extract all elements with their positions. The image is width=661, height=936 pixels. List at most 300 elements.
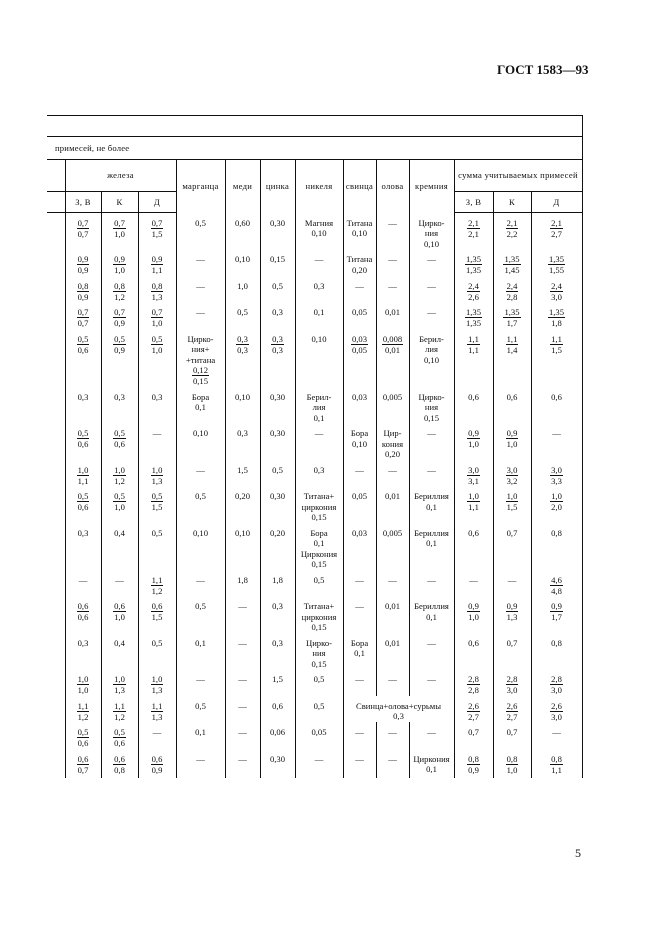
fraction-value: $\frac{0,5}{1,0}$ — [151, 333, 163, 355]
silicon-cell: — — [409, 460, 454, 487]
row-blank-cell — [47, 633, 65, 670]
fraction-value: $\frac{0,9}{1,1}$ — [151, 254, 163, 275]
tin-cell: — — [376, 460, 409, 487]
fraction-value: $\frac{0,9}{1,0}$ — [468, 601, 479, 622]
fraction-value: $\frac{0,8}{1,0}$ — [506, 753, 518, 775]
iron-zv-cell — [65, 749, 101, 779]
page-number: 5 — [575, 846, 581, 860]
fraction-value: $\frac{0,8}{1,3}$ — [151, 280, 163, 302]
iron-k-cell — [101, 249, 138, 276]
fraction-value: $\frac{0,5}{0,6}$ — [77, 727, 89, 748]
manganese-header: марганца — [176, 160, 225, 213]
lead-cell: — — [343, 276, 376, 303]
zinc-header: цинка — [260, 160, 295, 213]
table-row — [47, 249, 582, 276]
iron-zv-cell — [65, 722, 101, 749]
zinc-cell: 0,3 — [260, 633, 295, 670]
zinc-cell: 0,6 — [260, 696, 295, 723]
subheader-sum-d: Д — [531, 192, 582, 213]
lead-cell: Бора 0,10 — [343, 423, 376, 460]
iron-d-cell — [138, 276, 176, 303]
row-blank-cell — [47, 276, 65, 303]
sum-k-cell — [493, 696, 531, 723]
copper-cell: — — [225, 596, 260, 633]
fraction-value: $\frac{0,6}{1,0}$ — [114, 601, 125, 622]
iron-k-cell: — — [101, 570, 138, 597]
lead-cell: — — [343, 460, 376, 487]
table-row — [47, 696, 582, 723]
subheader-fe-k: К — [101, 192, 138, 213]
sum-k-cell — [493, 329, 531, 387]
lead-cell: — — [343, 596, 376, 633]
zinc-cell: 0,30 — [260, 213, 295, 250]
silicon-cell: — — [409, 302, 454, 329]
subheader-fe-zv: З, В — [65, 192, 101, 213]
iron-d-cell — [138, 213, 176, 250]
zinc-cell: 0,30 — [260, 486, 295, 523]
zinc-cell: 0,30 — [260, 749, 295, 779]
iron-d-cell — [138, 749, 176, 779]
iron-k-cell: 0,4 — [101, 523, 138, 570]
lead-cell: — — [343, 669, 376, 696]
copper-header: меди — [225, 160, 260, 213]
subheader-sum-k: К — [493, 192, 531, 213]
fraction-value: $\frac{0,9}{1,0}$ — [468, 428, 479, 449]
row-blank-cell — [47, 460, 65, 487]
sum-d-cell: 0,6 — [531, 387, 582, 424]
iron-k-cell — [101, 749, 138, 779]
fraction-value: $\frac{0,3}{0,3}$ — [272, 333, 283, 355]
nickel-cell: Цирко- ния 0,15 — [295, 633, 343, 670]
sum-zv-cell — [454, 423, 493, 460]
zinc-cell: 1,8 — [260, 570, 295, 597]
table-row — [47, 387, 582, 424]
table-row — [47, 570, 582, 597]
silicon-cell: Бериллия 0,1 — [409, 596, 454, 633]
iron-k-cell — [101, 213, 138, 250]
lead-header: свинца — [343, 160, 376, 213]
fraction-value: $\frac{0,9}{0,9}$ — [77, 254, 89, 275]
iron-zv-cell — [65, 696, 101, 723]
row-blank-cell — [47, 570, 65, 597]
manganese-cell: 0,10 — [176, 523, 225, 570]
nickel-cell: 0,3 — [295, 460, 343, 487]
fraction-value: $\frac{1,35}{1,45}$ — [504, 254, 520, 275]
sum-zv-cell — [454, 669, 493, 696]
sum-zv-cell — [454, 329, 493, 387]
sum-d-cell: — — [531, 722, 582, 749]
iron-d-cell — [138, 570, 176, 597]
fraction-value: $\frac{2,4}{3,0}$ — [551, 280, 562, 302]
sum-k-cell — [493, 749, 531, 779]
sum-k-cell — [493, 669, 531, 696]
silicon-cell: — — [409, 423, 454, 460]
fraction-value: $\frac{0,3}{0,3}$ — [237, 333, 248, 355]
fraction-value: $\frac{0,6}{0,8}$ — [114, 753, 125, 775]
silicon-header: кремния — [409, 160, 454, 213]
fraction-value: $\frac{1,1}{1,2}$ — [114, 700, 125, 722]
iron-k-cell: 0,3 — [101, 387, 138, 424]
iron-zv-cell — [65, 213, 101, 250]
fraction-value: $\frac{0,6}{0,7}$ — [77, 753, 89, 775]
sum-d-cell: 0,8 — [531, 633, 582, 670]
iron-d-cell — [138, 696, 176, 723]
row-blank-cell — [47, 749, 65, 779]
sum-zv-cell — [454, 696, 493, 723]
nickel-cell: — — [295, 423, 343, 460]
row-blank-cell — [47, 302, 65, 329]
lead-cell: 0,05 — [343, 302, 376, 329]
fraction-value: $\frac{1,0}{1,3}$ — [151, 464, 163, 486]
fraction-value: $\frac{0,7}{1,0}$ — [151, 307, 163, 328]
zinc-cell: 0,06 — [260, 722, 295, 749]
nickel-cell: Бора 0,1 Циркония 0,15 — [295, 523, 343, 570]
iron-k-cell — [101, 423, 138, 460]
fraction-value: $\frac{1,1}{1,3}$ — [151, 700, 163, 722]
fraction-value: $\frac{3,0}{3,1}$ — [468, 464, 479, 486]
lead-cell: 0,03 — [343, 523, 376, 570]
row-blank-cell — [47, 249, 65, 276]
row-blank-cell — [47, 523, 65, 570]
row-blank-cell — [47, 722, 65, 749]
iron-d-cell: — — [138, 722, 176, 749]
tin-cell: 0,005 — [376, 523, 409, 570]
fraction-value: $\frac{2,1}{2,2}$ — [506, 218, 518, 239]
copper-cell: — — [225, 749, 260, 779]
copper-cell: — — [225, 722, 260, 749]
zinc-cell: 0,5 — [260, 460, 295, 487]
tin-cell: 0,01 — [376, 486, 409, 523]
silicon-cell: Бериллия 0,1 — [409, 523, 454, 570]
iron-zv-cell: — — [65, 570, 101, 597]
table-row — [47, 486, 582, 523]
table-row — [47, 423, 582, 460]
zinc-cell: 0,30 — [260, 387, 295, 424]
fraction-value: $\frac{0,9}{1,3}$ — [506, 601, 518, 622]
lead-cell: Бора 0,1 — [343, 633, 376, 670]
sum-zv-cell — [454, 276, 493, 303]
fraction-value: $\frac{3,0}{3,3}$ — [551, 464, 562, 486]
iron-d-cell: 0,5 — [138, 523, 176, 570]
sum-d-cell — [531, 596, 582, 633]
copper-cell: — — [225, 696, 260, 723]
fraction-value: $\frac{0,5}{0,6}$ — [77, 428, 89, 449]
sum-d-cell — [531, 213, 582, 250]
lead-cell: — — [343, 722, 376, 749]
iron-k-cell — [101, 669, 138, 696]
iron-d-cell — [138, 486, 176, 523]
row-blank-cell — [47, 329, 65, 387]
fraction-value: $\frac{0,5}{0,6}$ — [77, 491, 89, 512]
impurities-heading: примесей, не более — [55, 142, 130, 153]
table-row — [47, 633, 582, 670]
fraction-value: $\frac{0,9}{1,0}$ — [506, 428, 518, 449]
zinc-cell: 0,5 — [260, 276, 295, 303]
document-title: ГОСТ 1583—93 — [497, 62, 589, 77]
manganese-cell: — — [176, 460, 225, 487]
iron-k-cell — [101, 596, 138, 633]
iron-zv-cell: 0,3 — [65, 387, 101, 424]
iron-k-cell — [101, 696, 138, 723]
fraction-value: $\frac{1,35}{1,35}$ — [465, 254, 482, 275]
sum-zv-cell: 0,6 — [454, 633, 493, 670]
silicon-cell: Цирко- ния 0,15 — [409, 387, 454, 424]
tin-cell: — — [376, 213, 409, 250]
fraction-value: $\frac{1,0}{1,3}$ — [114, 674, 125, 695]
iron-zv-cell: 0,3 — [65, 633, 101, 670]
fraction-value: $\frac{1,1}{1,1}$ — [468, 333, 479, 355]
tin-cell: 0,01 — [376, 596, 409, 633]
nickel-cell: Магния 0,10 — [295, 213, 343, 250]
manganese-cell: Цирко- ния+ +титана $\frac{0,12}{0,15}$ — [176, 329, 225, 387]
iron-d-cell — [138, 302, 176, 329]
lead-tin-antimony-cell: Свинца+олова+сурьмы 0,3 — [343, 696, 454, 723]
silicon-cell: — — [409, 722, 454, 749]
nickel-cell: — — [295, 749, 343, 779]
lead-cell: Титана 0,10 — [343, 213, 376, 250]
fraction-value: $\frac{1,35}{1,8}$ — [548, 307, 565, 328]
table-row — [47, 749, 582, 779]
fraction-value: $\frac{0,7}{1,0}$ — [114, 218, 125, 239]
sum-zv-cell — [454, 302, 493, 329]
manganese-cell: — — [176, 249, 225, 276]
sum-zv-cell — [454, 749, 493, 779]
nickel-cell: Титана+ циркония 0,15 — [295, 486, 343, 523]
sum-zv-cell: — — [454, 570, 493, 597]
sum-k-cell: 0,7 — [493, 722, 531, 749]
subheader-sum-zv: З, В — [454, 192, 493, 213]
iron-d-cell: 0,5 — [138, 633, 176, 670]
iron-zv-cell — [65, 669, 101, 696]
lead-cell — [343, 329, 376, 387]
fraction-value: $\frac{1,1}{1,5}$ — [551, 333, 562, 355]
row-blank-cell — [47, 696, 65, 723]
copper-cell: 0,10 — [225, 387, 260, 424]
tin-header: олова — [376, 160, 409, 213]
fraction-value: $\frac{0,12}{0,15}$ — [192, 365, 209, 386]
fraction-value: $\frac{2,8}{3,0}$ — [506, 674, 518, 695]
fraction-value: $\frac{3,0}{3,2}$ — [506, 464, 518, 486]
manganese-cell: 0,5 — [176, 213, 225, 250]
fraction-value: $\frac{1,0}{1,3}$ — [151, 674, 163, 695]
lead-cell: 0,05 — [343, 486, 376, 523]
silicon-cell: Цирко- ния 0,10 — [409, 213, 454, 250]
nickel-cell: 0,05 — [295, 722, 343, 749]
fraction-value: $\frac{0,6}{1,5}$ — [151, 601, 163, 622]
manganese-cell: 0,1 — [176, 633, 225, 670]
fraction-value: $\frac{1,35}{1,35}$ — [465, 307, 482, 328]
iron-k-cell — [101, 722, 138, 749]
sum-d-cell — [531, 460, 582, 487]
lead-cell: 0,03 — [343, 387, 376, 424]
iron-d-cell — [138, 329, 176, 387]
sum-zv-cell: 0,6 — [454, 387, 493, 424]
tin-cell: Цир- кония 0,20 — [376, 423, 409, 460]
table-row — [47, 722, 582, 749]
copper-cell — [225, 329, 260, 387]
copper-cell: 0,5 — [225, 302, 260, 329]
table-row — [47, 276, 582, 303]
silicon-cell: — — [409, 633, 454, 670]
fraction-value: $\frac{0,6}{0,6}$ — [77, 601, 89, 622]
nickel-cell: 0,5 — [295, 570, 343, 597]
row-blank-cell — [47, 213, 65, 250]
iron-k-cell — [101, 486, 138, 523]
sum-zv-cell — [454, 596, 493, 633]
fraction-value: $\frac{2,6}{2,7}$ — [468, 700, 479, 722]
lead-cell: — — [343, 570, 376, 597]
sum-d-cell — [531, 249, 582, 276]
copper-cell: — — [225, 633, 260, 670]
sum-zv-cell: 0,7 — [454, 722, 493, 749]
fraction-value: $\frac{1,0}{1,1}$ — [468, 491, 479, 512]
table-row — [47, 302, 582, 329]
iron-d-cell: — — [138, 423, 176, 460]
fraction-value: $\frac{1,1}{1,4}$ — [506, 333, 518, 355]
zinc-cell: 0,3 — [260, 302, 295, 329]
tin-cell: — — [376, 249, 409, 276]
silicon-cell: — — [409, 669, 454, 696]
manganese-cell: — — [176, 570, 225, 597]
sum-k-cell — [493, 486, 531, 523]
tin-cell: 0,01 — [376, 633, 409, 670]
fraction-value: $\frac{1,0}{1,1}$ — [77, 464, 89, 486]
iron-k-cell — [101, 329, 138, 387]
fraction-value: $\frac{0,8}{1,2}$ — [114, 280, 125, 302]
fraction-value: $\frac{2,8}{2,8}$ — [468, 674, 479, 695]
fraction-value: $\frac{1,0}{2,0}$ — [551, 491, 562, 512]
sum-zv-cell — [454, 486, 493, 523]
tin-cell: 0,005 — [376, 387, 409, 424]
copper-cell: 1,5 — [225, 460, 260, 487]
tin-cell: — — [376, 570, 409, 597]
iron-zv-cell — [65, 423, 101, 460]
fraction-value: $\frac{0,7}{1,5}$ — [151, 218, 163, 239]
tin-cell: — — [376, 276, 409, 303]
row-blank-cell — [47, 486, 65, 523]
zinc-cell: 0,3 — [260, 596, 295, 633]
fraction-value: $\frac{2,4}{2,6}$ — [468, 280, 479, 302]
fraction-value: $\frac{1,1}{1,2}$ — [77, 700, 89, 722]
sum-d-cell — [531, 329, 582, 387]
row-blank-cell — [47, 423, 65, 460]
row-blank-cell — [47, 387, 65, 424]
fraction-value: $\frac{0,5}{0,6}$ — [114, 727, 125, 748]
iron-k-cell: 0,4 — [101, 633, 138, 670]
copper-cell: 1,8 — [225, 570, 260, 597]
sum-header: сумма учитываемых примесей — [454, 160, 582, 192]
fraction-value: $\frac{0,7}{0,9}$ — [114, 307, 125, 328]
iron-d-cell — [138, 460, 176, 487]
nickel-cell: 0,5 — [295, 696, 343, 723]
manganese-cell: — — [176, 669, 225, 696]
manganese-cell: — — [176, 749, 225, 779]
lead-cell: Титана 0,20 — [343, 249, 376, 276]
fraction-value: $\frac{0,03}{0,05}$ — [351, 333, 368, 355]
sum-d-cell — [531, 276, 582, 303]
iron-d-cell: 0,3 — [138, 387, 176, 424]
silicon-cell: Бериллия 0,1 — [409, 486, 454, 523]
nickel-cell: — — [295, 249, 343, 276]
table-row — [47, 669, 582, 696]
zinc-cell — [260, 329, 295, 387]
fraction-value: $\frac{0,9}{1,7}$ — [551, 601, 562, 622]
nickel-cell: Титана+ циркония 0,15 — [295, 596, 343, 633]
sum-k-cell: 0,7 — [493, 523, 531, 570]
fraction-value: $\frac{0,5}{1,5}$ — [151, 491, 163, 512]
fraction-value: $\frac{0,5}{0,6}$ — [114, 428, 125, 449]
table-row — [47, 329, 582, 387]
fraction-value: $\frac{0,8}{0,9}$ — [468, 753, 479, 775]
lead-cell: — — [343, 749, 376, 779]
tin-cell: 0,01 — [376, 302, 409, 329]
table-body — [47, 213, 582, 779]
table-row — [47, 460, 582, 487]
table-row — [47, 523, 582, 570]
sum-d-cell: 0,8 — [531, 523, 582, 570]
table-top-band — [47, 116, 582, 137]
fraction-value: $\frac{0,9}{1,0}$ — [114, 254, 125, 275]
copper-cell: 0,60 — [225, 213, 260, 250]
sum-k-cell — [493, 276, 531, 303]
fraction-value: $\frac{2,8}{3,0}$ — [551, 674, 562, 695]
sum-k-cell — [493, 460, 531, 487]
tin-cell: — — [376, 749, 409, 779]
copper-cell: 0,20 — [225, 486, 260, 523]
table-row — [47, 213, 582, 250]
fraction-value: $\frac{0,008}{0,01}$ — [382, 333, 403, 355]
manganese-cell: Бора 0,1 — [176, 387, 225, 424]
fraction-value: $\frac{1,35}{1,7}$ — [504, 307, 520, 328]
tin-cell — [376, 329, 409, 387]
iron-k-cell — [101, 460, 138, 487]
sum-d-cell — [531, 570, 582, 597]
tin-cell: — — [376, 722, 409, 749]
silicon-cell: — — [409, 276, 454, 303]
iron-zv-cell — [65, 302, 101, 329]
nickel-cell: 0,3 — [295, 276, 343, 303]
fraction-value: $\frac{1,1}{1,2}$ — [151, 574, 163, 596]
row-blank-cell — [47, 669, 65, 696]
zinc-cell: 0,20 — [260, 523, 295, 570]
copper-cell: 1,0 — [225, 276, 260, 303]
manganese-cell: 0,5 — [176, 486, 225, 523]
copper-cell: — — [225, 669, 260, 696]
nickel-cell: 0,10 — [295, 329, 343, 387]
iron-k-cell — [101, 276, 138, 303]
fraction-value: $\frac{2,1}{2,7}$ — [551, 218, 562, 239]
copper-cell: 0,10 — [225, 523, 260, 570]
silicon-cell: — — [409, 249, 454, 276]
sum-d-cell — [531, 669, 582, 696]
fraction-value: $\frac{0,6}{0,9}$ — [151, 753, 163, 775]
sum-zv-cell — [454, 213, 493, 250]
iron-zv-cell — [65, 460, 101, 487]
fraction-value: $\frac{1,35}{1,55}$ — [548, 254, 565, 275]
fraction-value: $\frac{2,4}{2,8}$ — [506, 280, 518, 302]
sum-k-cell — [493, 249, 531, 276]
sum-d-cell — [531, 749, 582, 779]
sum-d-cell — [531, 486, 582, 523]
sum-d-cell — [531, 696, 582, 723]
silicon-cell: Берил- лия 0,10 — [409, 329, 454, 387]
iron-zv-cell: 0,3 — [65, 523, 101, 570]
sum-k-cell — [493, 596, 531, 633]
iron-zv-cell — [65, 276, 101, 303]
sum-d-cell — [531, 302, 582, 329]
iron-zv-cell — [65, 249, 101, 276]
fraction-value: $\frac{1,0}{1,5}$ — [506, 491, 518, 512]
